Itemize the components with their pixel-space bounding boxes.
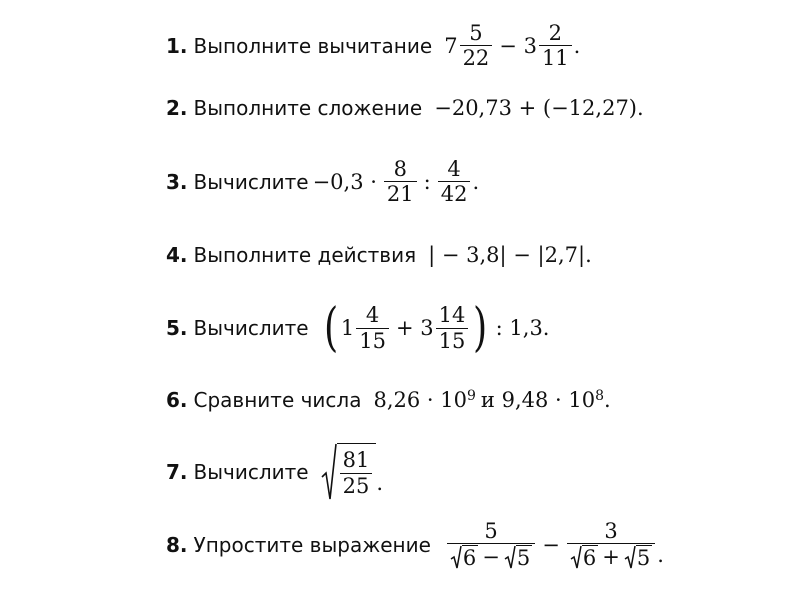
fraction — [384, 158, 417, 205]
fraction — [340, 449, 373, 496]
task-2 — [166, 96, 644, 120]
operator: : — [423, 169, 431, 194]
exponent: 8 — [595, 388, 605, 404]
denominator: 15 — [436, 328, 469, 352]
operator: − — [542, 532, 560, 557]
operator: + 3 — [395, 316, 434, 340]
task-expression — [373, 388, 610, 412]
expression-part: −0,3 · — [312, 169, 377, 194]
operator: − — [482, 545, 500, 570]
denominator: 42 — [438, 181, 471, 205]
denominator: 22 — [460, 45, 493, 69]
task-label: Вычислите — [193, 169, 309, 194]
numerator: 8 — [393, 157, 407, 181]
denominator: 15 — [356, 328, 389, 352]
expression-part: 8,26 · 10 — [373, 388, 467, 412]
numerator: 4 — [365, 303, 380, 328]
numerator: 3 — [604, 519, 618, 543]
task-label: Вычислите — [193, 316, 309, 340]
fraction — [567, 520, 655, 569]
radical-sign-icon — [504, 545, 516, 569]
task-expression — [428, 243, 592, 267]
numerator: 2 — [548, 21, 562, 45]
radicand: 6 — [582, 546, 597, 571]
period: . — [657, 543, 664, 568]
operator: − 3 — [499, 33, 537, 58]
task-label: Сравните числа — [193, 388, 362, 412]
radicand: 5 — [516, 546, 531, 571]
expression-part: и 9,48 · 10 — [480, 388, 596, 412]
square-root — [450, 545, 478, 569]
operator: + — [602, 545, 620, 570]
radicand — [337, 443, 377, 501]
task-1 — [166, 22, 580, 69]
radical-sign-icon — [624, 545, 636, 569]
task-8 — [166, 520, 664, 569]
fraction — [436, 304, 469, 351]
denominator — [447, 543, 535, 569]
square-root — [504, 545, 532, 569]
square-root — [624, 545, 652, 569]
mixed-whole: 7 — [444, 33, 458, 58]
numerator: 4 — [447, 157, 461, 181]
radicand: 6 — [462, 546, 477, 571]
task-4 — [166, 243, 592, 267]
task-label: Упростите выражение — [193, 532, 431, 557]
task-number: 8. — [166, 532, 188, 557]
task-7 — [166, 443, 383, 501]
task-expression — [444, 22, 580, 69]
expression-text: | − 3,8| − |2,7|. — [428, 243, 592, 267]
denominator: 25 — [340, 473, 373, 497]
task-number: 2. — [166, 96, 188, 120]
task-expression — [445, 520, 664, 569]
task-number: 1. — [166, 33, 188, 58]
task-expression — [321, 443, 383, 501]
radicand: 5 — [636, 546, 651, 571]
task-label: Выполните действия — [193, 243, 417, 267]
fraction — [438, 158, 471, 205]
fraction — [460, 22, 493, 69]
right-paren: ) — [473, 298, 488, 358]
denominator: 11 — [539, 45, 572, 69]
task-label: Выполните сложение — [193, 96, 423, 120]
task-number: 5. — [166, 316, 188, 340]
mixed-whole: 1 — [340, 316, 355, 340]
square-root — [321, 443, 377, 501]
task-expression — [321, 298, 550, 358]
numerator: 5 — [484, 519, 498, 543]
numerator: 14 — [438, 303, 466, 328]
period: . — [472, 169, 480, 194]
expression-text: −20,73 + (−12,27). — [434, 96, 644, 120]
task-number: 6. — [166, 388, 188, 412]
radical-sign-icon — [450, 545, 462, 569]
fraction — [447, 520, 535, 569]
task-number: 3. — [166, 169, 188, 194]
period: . — [573, 33, 581, 58]
period: . — [376, 471, 383, 495]
numerator: 81 — [342, 448, 370, 473]
task-number: 4. — [166, 243, 188, 267]
numerator: 5 — [469, 21, 483, 45]
left-paren: ( — [323, 298, 338, 358]
fraction — [356, 304, 389, 351]
denominator — [567, 543, 655, 569]
task-label: Вычислите — [193, 460, 309, 484]
task-3 — [166, 158, 479, 205]
radical-sign-icon — [570, 545, 582, 569]
denominator: 21 — [384, 181, 417, 205]
period: . — [604, 388, 611, 412]
task-expression — [434, 96, 643, 120]
task-6 — [166, 388, 611, 412]
task-expression — [313, 158, 480, 205]
task-label: Выполните вычитание — [193, 33, 433, 58]
exponent: 9 — [466, 388, 476, 404]
task-5 — [166, 298, 550, 358]
expression-tail: : 1,3. — [495, 316, 550, 340]
task-number: 7. — [166, 460, 188, 484]
fraction — [539, 22, 572, 69]
square-root — [570, 545, 598, 569]
radical-sign-icon — [321, 443, 337, 501]
